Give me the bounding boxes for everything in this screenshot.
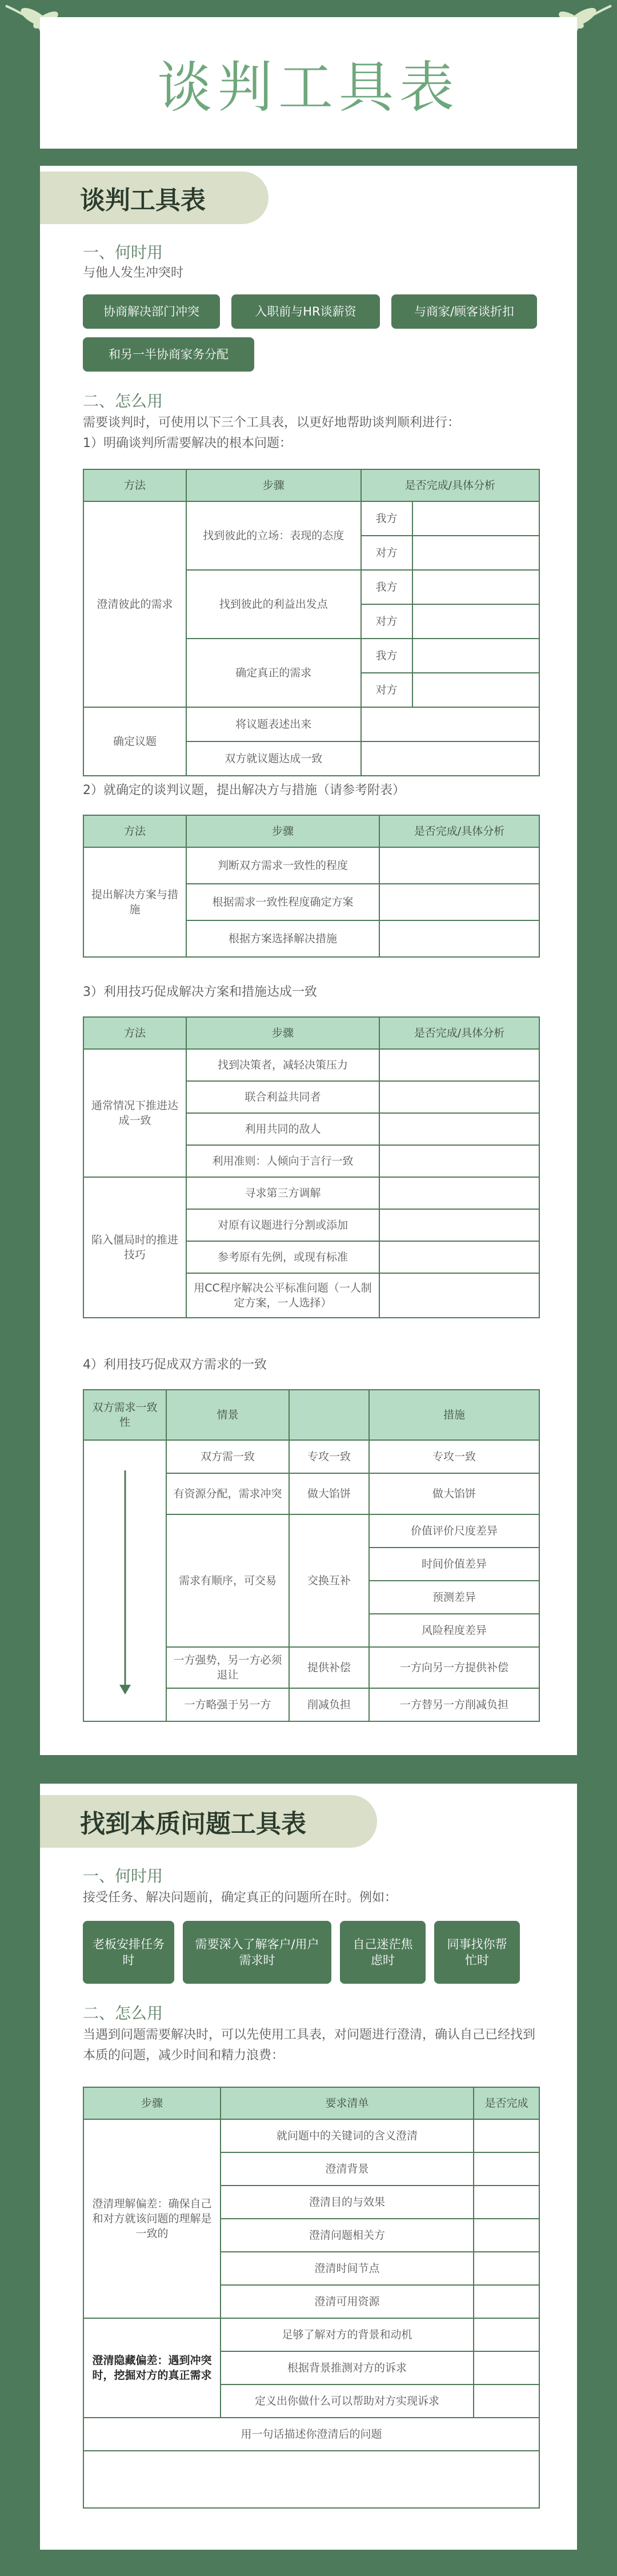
- table-cell: 双方需一致: [166, 1440, 289, 1473]
- step-2-label: 2）就确定的谈判议题，提出解决方与措施（请参考附表）: [83, 783, 405, 797]
- table-cell: 通常情况下推进达成一致: [83, 1049, 186, 1177]
- table-cell: 利用共同的敌人: [186, 1113, 379, 1145]
- consensus-table: [83, 1389, 540, 1722]
- blank-cell: [83, 2451, 539, 2508]
- table-header: 要求清单: [221, 2087, 474, 2119]
- blank-cell: [412, 639, 539, 673]
- blank-cell: [412, 501, 539, 536]
- table-header: 是否完成/具体分析: [361, 469, 539, 501]
- when-heading: 一、何时用: [83, 1867, 163, 1885]
- blank-cell: [474, 2119, 539, 2152]
- step-3-label: 3）利用技巧促成解决方案和措施达成一致: [83, 985, 317, 999]
- table-cell: 我方: [361, 639, 412, 673]
- step-4-label: 4）利用技巧促成双方需求的一致: [83, 1358, 267, 1372]
- table-cell: 澄清时间节点: [221, 2252, 474, 2285]
- how-heading: 二、怎么用: [83, 2004, 163, 2023]
- table-cell: 对方: [361, 673, 412, 707]
- table-cell: 找到彼此的利益出发点: [186, 570, 361, 639]
- blank-cell: [379, 1209, 539, 1241]
- section-banner: 谈判工具表: [40, 172, 269, 224]
- blank-cell: [474, 2318, 539, 2351]
- scenario-pill: 同事找你帮忙时: [434, 1921, 520, 1984]
- step-1-label: 1）明确谈判所需要解决的根本问题：: [83, 436, 292, 450]
- table-cell: 找到决策者，减轻决策压力: [186, 1049, 379, 1081]
- blank-cell: [379, 884, 539, 920]
- table-cell: 澄清问题相关方: [221, 2219, 474, 2252]
- table-cell: 判断双方需求一致性的程度: [186, 847, 379, 884]
- table-cell: 确定真正的需求: [186, 639, 361, 707]
- blank-cell: [412, 604, 539, 639]
- table-cell: 参考原有先例，或现有标准: [186, 1241, 379, 1273]
- blank-cell: [379, 1273, 539, 1318]
- table-cell: 澄清目的与效果: [221, 2186, 474, 2219]
- table-cell: 提供补偿: [289, 1647, 369, 1688]
- blank-cell: [379, 1145, 539, 1177]
- table-header: 情景: [166, 1390, 289, 1440]
- table-cell: 澄清理解偏差：确保自己和对方就该问题的理解是一致的: [83, 2119, 221, 2318]
- blank-cell: [474, 2285, 539, 2318]
- blank-cell: [379, 1177, 539, 1209]
- table-cell: 我方: [361, 501, 412, 536]
- table-cell: 交换互补: [289, 1514, 369, 1647]
- table-cell: 风险程度差异: [369, 1614, 539, 1647]
- scenario-pill: 入职前与HR谈薪资: [231, 294, 380, 329]
- blank-cell: [379, 1081, 539, 1113]
- needs-table: [83, 469, 540, 776]
- scenario-pill: 老板安排任务时: [83, 1921, 174, 1984]
- table-cell: 专攻一致: [289, 1440, 369, 1473]
- table-cell: 预测差异: [369, 1581, 539, 1614]
- table-cell: 根据需求一致性程度确定方案: [186, 884, 379, 920]
- table-cell: 澄清隐藏偏差：遇到冲突时，挖掘对方的真正需求: [83, 2318, 221, 2418]
- when-text: 接受任务、解决问题前，确定真正的问题所在时。例如：: [83, 1891, 398, 1905]
- scenario-pill: 与商家/顾客谈折扣: [391, 294, 537, 329]
- how-heading: 二、怎么用: [83, 392, 163, 410]
- blank-cell: [474, 2351, 539, 2384]
- blank-cell: [412, 673, 539, 707]
- scenario-pill: 协商解决部门冲突: [83, 294, 220, 329]
- table-cell: 寻求第三方调解: [186, 1177, 379, 1209]
- blank-cell: [412, 570, 539, 604]
- table-header: 双方需求一致性: [83, 1390, 166, 1440]
- table-cell: 一方向另一方提供补偿: [369, 1647, 539, 1688]
- table-cell: 一方略强于另一方: [166, 1688, 289, 1721]
- blank-cell: [379, 920, 539, 957]
- table-cell: 澄清可用资源: [221, 2285, 474, 2318]
- table-cell: 对方: [361, 536, 412, 570]
- how-text: 需要谈判时，可使用以下三个工具表，以更好地帮助谈判顺利进行：: [83, 416, 460, 430]
- clarify-table: [83, 2087, 540, 2509]
- table-cell: 足够了解对方的背景和动机: [221, 2318, 474, 2351]
- table-header: 是否完成/具体分析: [379, 815, 539, 847]
- table-cell: 削减负担: [289, 1688, 369, 1721]
- table-cell: 专攻一致: [369, 1440, 539, 1473]
- blank-cell: [379, 1113, 539, 1145]
- table-cell: 陷入僵局时的推进技巧: [83, 1177, 186, 1318]
- table-cell: 将议题表述出来: [186, 707, 361, 741]
- table-cell: 做大馅饼: [369, 1473, 539, 1514]
- table-cell: 用一句话描述你澄清后的问题: [83, 2418, 539, 2451]
- blank-cell: [474, 2252, 539, 2285]
- table-cell: 确定议题: [83, 707, 186, 776]
- table-header: 是否完成/具体分析: [379, 1017, 539, 1049]
- how-text: 当遇到问题需要解决时，可以先使用工具表，对问题进行澄清，确认自己已经找到本质的问题，减少时间和精力浪费：: [83, 2028, 536, 2063]
- table-cell: 做大馅饼: [289, 1473, 369, 1514]
- table-header: 方法: [83, 469, 186, 501]
- table-cell: 时间价值差异: [369, 1548, 539, 1581]
- table-cell: 有资源分配，需求冲突: [166, 1473, 289, 1514]
- table-cell: 就问题中的关键词的含义澄清: [221, 2119, 474, 2152]
- when-heading: 一、何时用: [83, 243, 163, 262]
- table-cell: 提出解决方案与措施: [83, 847, 186, 957]
- blank-cell: [412, 536, 539, 570]
- table-cell: 对方: [361, 604, 412, 639]
- solution-table: [83, 815, 540, 958]
- page-title: 谈判工具表: [157, 55, 460, 119]
- table-cell: 一方强势，另一方必须退让: [166, 1647, 289, 1688]
- scenario-pill: 自己迷茫焦虑时: [340, 1921, 426, 1984]
- table-header: 步骤: [186, 469, 361, 501]
- blank-cell: [361, 741, 539, 776]
- blank-cell: [474, 2219, 539, 2252]
- table-cell: 价值评价尺度差异: [369, 1514, 539, 1548]
- table-header: 方法: [83, 1017, 186, 1049]
- blank-cell: [379, 1049, 539, 1081]
- title-card: [40, 17, 577, 149]
- table-cell: 一方替另一方削减负担: [369, 1688, 539, 1721]
- table-cell: 澄清彼此的需求: [83, 501, 186, 707]
- scenario-pill: 需要深入了解客户/用户需求时: [183, 1921, 331, 1984]
- table-cell: 根据方案选择解决措施: [186, 920, 379, 957]
- table-header: 方法: [83, 815, 186, 847]
- root-problem-section: [40, 1784, 577, 2550]
- blank-cell: [474, 2152, 539, 2186]
- table-cell: 用CC程序解决公平标准问题（一人制定方案，一人选择）: [186, 1273, 379, 1318]
- blank-cell: [474, 2384, 539, 2418]
- table-header: 步骤: [186, 815, 379, 847]
- blank-cell: [361, 707, 539, 741]
- consistency-arrow: [114, 1459, 137, 1699]
- table-cell: 澄清背景: [221, 2152, 474, 2186]
- negotiation-section: [40, 166, 577, 1755]
- table-cell: 联合利益共同者: [186, 1081, 379, 1113]
- technique-table: [83, 1016, 540, 1318]
- scenario-pill: 和另一半协商家务分配: [83, 337, 254, 372]
- table-cell: 对原有议题进行分割或添加: [186, 1209, 379, 1241]
- table-cell: 双方就议题达成一致: [186, 741, 361, 776]
- blank-cell: [379, 847, 539, 884]
- table-cell: 定义出你做什么可以帮助对方实现诉求: [221, 2384, 474, 2418]
- table-cell: 利用准则：人倾向于言行一致: [186, 1145, 379, 1177]
- header: [0, 0, 617, 172]
- arrow-cell: [83, 1440, 166, 1721]
- section-banner: 找到本质问题工具表: [40, 1795, 377, 1848]
- table-header: 措施: [369, 1390, 539, 1440]
- when-text: 与他人发生冲突时: [83, 266, 184, 280]
- table-header: 步骤: [83, 2087, 221, 2119]
- table-header: [289, 1390, 369, 1440]
- table-cell: 找到彼此的立场：表现的态度: [186, 501, 361, 570]
- blank-cell: [474, 2186, 539, 2219]
- table-cell: 我方: [361, 570, 412, 604]
- table-header: 步骤: [186, 1017, 379, 1049]
- table-cell: 需求有顺序，可交易: [166, 1514, 289, 1647]
- table-header: 是否完成: [474, 2087, 539, 2119]
- blank-cell: [379, 1241, 539, 1273]
- table-cell: 根据背景推测对方的诉求: [221, 2351, 474, 2384]
